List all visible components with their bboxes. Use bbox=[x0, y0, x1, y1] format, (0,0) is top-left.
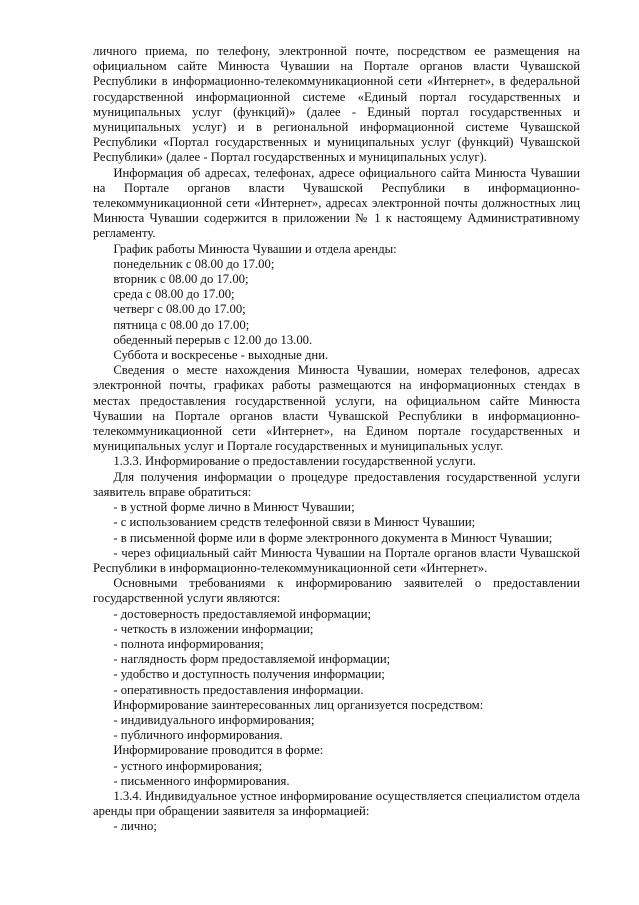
item-personally: - лично; bbox=[113, 819, 157, 834]
way-phone: - с использованием средств телефонной связи в Минюст Чувашии; bbox=[113, 515, 476, 530]
way-personal: - в устной форме лично в Минюст Чувашии; bbox=[113, 500, 355, 515]
schedule-tuesday: вторник с 08.00 до 17.00; bbox=[113, 272, 249, 287]
requirement-clarity: - четкость в изложении информации; bbox=[113, 621, 314, 636]
organized-public: - публичного информирования. bbox=[113, 728, 283, 743]
schedule-weekend: Суббота и воскресенье - выходные дни. bbox=[113, 348, 329, 363]
paragraph-requirements: Основными требованиями к информированию заявителей о предоставлении государственной услуги являются: bbox=[93, 576, 580, 606]
way-official-site: - через официальный сайт Минюста Чувашии на Портале органов власти Чувашской Республики в информационно-телекоммуникационной сети «Интернет». bbox=[93, 545, 580, 575]
schedule-thursday: четверг с 08.00 до 17.00; bbox=[113, 302, 246, 317]
form-oral: - устного информирования; bbox=[113, 758, 262, 773]
section-1-3-4-paragraph: 1.3.4. Индивидуальное устное информирование осуществляется специалистом отдела аренды при обращении заявителя за информацией: bbox=[93, 788, 580, 819]
section-1-3-3-heading: 1.3.3. Информирование о предоставлении государственной услуги. bbox=[113, 454, 476, 469]
paragraph-info-addresses: Информация об адресах, телефонах, адресе официального сайта Минюста Чувашии на Портале органов власти Чувашской Республики в информационно-телекоммуникационной сети «Интернет», адресах электронной почты должностных лиц Минюста Чувашии содержится в приложении № 1 к настоящему Административному регламенту. bbox=[93, 165, 580, 241]
requirement-promptness: - оперативность предоставления информации. bbox=[113, 682, 364, 697]
schedule-wednesday: среда с 08.00 до 17.00; bbox=[113, 287, 235, 302]
paragraph-form: Информирование проводится в форме: bbox=[113, 743, 324, 758]
paragraph-organized: Информирование заинтересованных лиц организуется посредством: bbox=[113, 697, 484, 712]
organized-individual: - индивидуального информирования; bbox=[113, 712, 315, 727]
schedule-monday: понедельник с 08.00 до 17.00; bbox=[113, 256, 275, 271]
requirement-reliability: - достоверность предоставляемой информации; bbox=[113, 606, 372, 621]
schedule-lunch: обеденный перерыв с 12.00 до 13.00. bbox=[113, 332, 313, 347]
schedule-title: График работы Минюста Чувашии и отдела аренды: bbox=[113, 241, 397, 256]
requirement-completeness: - полнота информирования; bbox=[113, 636, 264, 651]
requirement-visibility: - наглядность форм предоставляемой информации; bbox=[113, 652, 391, 667]
requirement-convenience: - удобство и доступность получения информации; bbox=[113, 667, 385, 682]
document-body bbox=[93, 44, 580, 835]
way-written: - в письменной форме или в форме электронного документа в Минюст Чувашии; bbox=[113, 530, 553, 545]
form-written: - письменного информирования. bbox=[113, 773, 290, 788]
paragraph-location: Сведения о месте нахождения Минюста Чувашии, номерах телефонов, адресах электронной почты, графиках работы размещаются на информационных стендах в местах предоставления государственной услуги, на официальном сайте Минюста Чувашии на Портале органов власти Чувашской Республики в информационно-телекоммуникационной сети «Интернет», на Едином портале государственных и муниципальных услуг и Портале государственных и муниципальных услуг. bbox=[93, 363, 580, 454]
paragraph-obtain-info: Для получения информации о процедуре предоставления государственной услуги заявитель вправе обратиться: bbox=[93, 469, 580, 499]
schedule-friday: пятница с 08.00 до 17.00; bbox=[113, 317, 250, 332]
paragraph-intro: личного приема, по телефону, электронной почте, посредством ее размещения на официальном сайте Минюста Чувашии на Портале органов власти Чувашской Республики в информационно-телекоммуникационной сети «Интернет», в федеральной государственной информационной системе «Единый портал государственных и муниципальных услуг (функций)» (далее - Единый портал государственных и муниципальных услуг) и в региональной информационной системе Чувашской Республики «Портал государственных и муниципальных услуг (функций) Чувашской Республики» (далее - Портал государственных и муниципальных услуг). bbox=[93, 44, 580, 165]
